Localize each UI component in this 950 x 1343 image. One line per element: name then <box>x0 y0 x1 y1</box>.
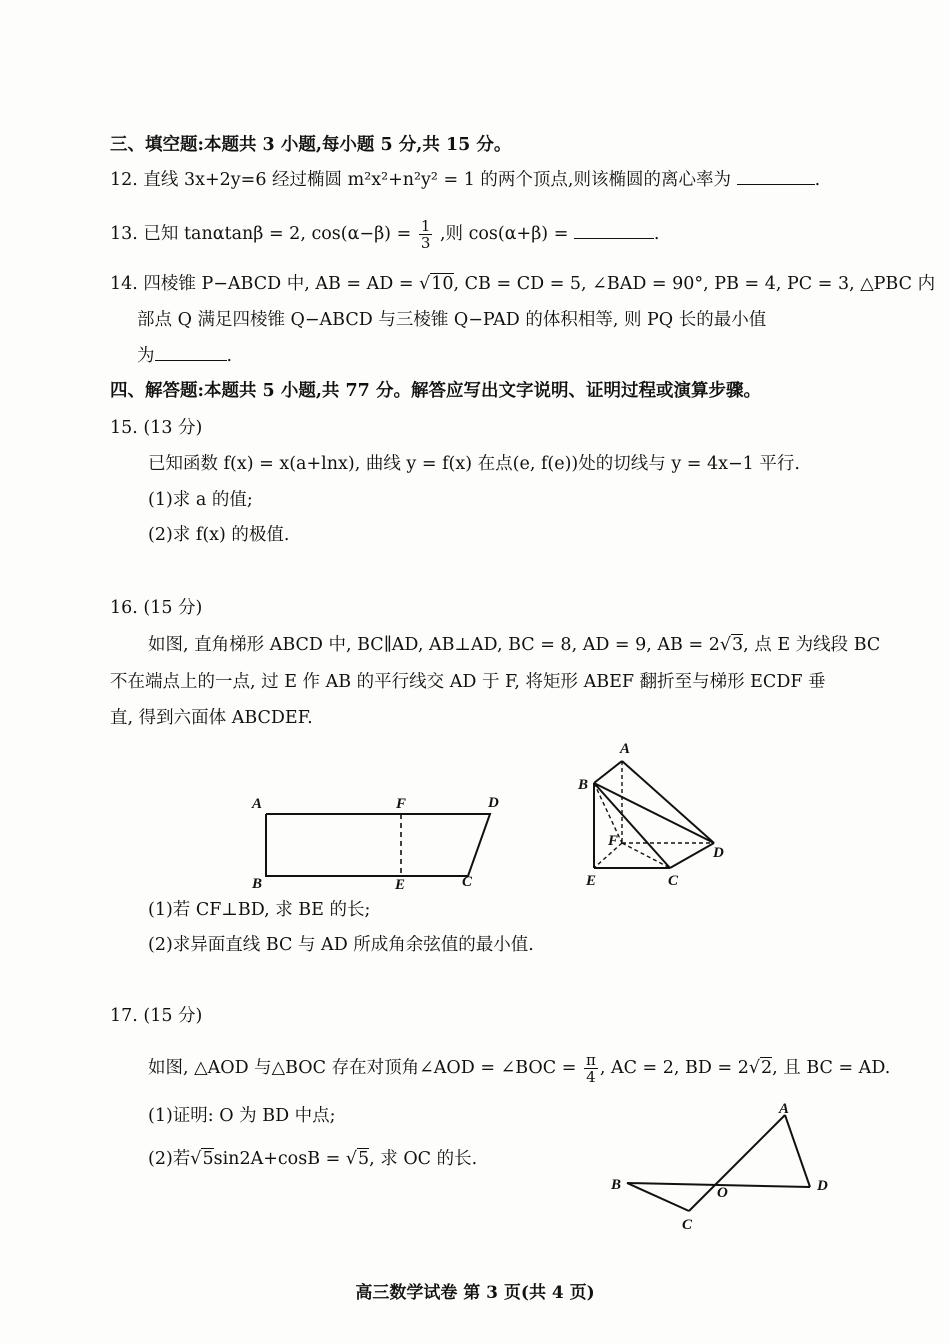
q13-text-b: ,则 cos(α+β) = <box>439 224 574 244</box>
fig3-label-o: O <box>717 1185 728 1201</box>
q15-header: 15. (13 分) <box>110 418 203 438</box>
q15-stem: 已知函数 f(x) = x(a+lnx), 曲线 y = f(x) 在点(e, f(e))处的切线与 y = 4x−1 平行. <box>148 454 800 474</box>
q15-part1: (1)求 a 的值; <box>148 490 253 510</box>
q12-end: . <box>814 170 821 190</box>
q15-part2: (2)求 f(x) 的极值. <box>148 525 290 545</box>
q16-stem-line3: 直, 得到六面体 ABCDEF. <box>110 708 313 728</box>
q17-stem: 如图, △AOD 与△BOC 存在对顶角∠AOD = ∠BOC = $\frac{\pi}{4}$ , AC = 2, BD = 2√2, 且 BC = AD. <box>148 1051 891 1086</box>
fig3-label-d: D <box>817 1178 828 1194</box>
q13-fraction: $\frac{1}{3}$ <box>420 217 431 252</box>
q16-stem-line2: 不在端点上的一点, 过 E 作 AB 的平行线交 AD 于 F, 将矩形 ABEF 翻折至与梯形 ECDF 垂 <box>110 672 826 692</box>
q13-number: 13. <box>110 224 138 244</box>
q12-number: 12. <box>110 170 138 190</box>
question-13 <box>110 218 660 251</box>
q14-end: . <box>226 346 233 366</box>
q16-stem-line1: 如图, 直角梯形 ABCD 中, BC∥AD, AB⊥AD, BC = 8, AD = 9, AB = 2√3, 点 E 为线段 BC <box>148 635 881 655</box>
fig1-label-c: C <box>462 874 473 890</box>
fig3-label-a: A <box>779 1101 790 1117</box>
question-14-line1: 14. 四棱锥 P−ABCD 中, AB = AD = √10, CB = CD = 5, ∠BAD = 90°, PB = 4, PC = 3, △PBC 内 <box>110 274 936 294</box>
fig2-label-f: F <box>608 833 619 849</box>
q16-figure-trapezoid <box>240 790 510 900</box>
fig2-label-c: C <box>668 873 679 889</box>
q16-header: 16. (15 分) <box>110 598 203 618</box>
fig1-label-e: E <box>395 877 406 893</box>
question-12 <box>110 168 820 192</box>
q12-text: 直线 3x+2y=6 经过椭圆 m²x²+n²y² = 1 的两个顶点,则该椭圆的离心率为 <box>143 170 731 190</box>
question-14-line3 <box>137 344 232 368</box>
question-14-line2: 部点 Q 满足四棱锥 Q−ABCD 与三棱锥 Q−PAD 的体积相等, 则 PQ 长的最小值 <box>137 310 767 330</box>
q17-fraction: $\frac{\pi}{4}$ <box>585 1051 596 1086</box>
fig2-label-b: B <box>578 777 589 793</box>
q17-figure-triangles <box>605 1095 845 1240</box>
q13-text-a: 已知 tanαtanβ = 2, cos(α−β) = <box>143 224 417 244</box>
q16-part2: (2)求异面直线 BC 与 AD 所成角余弦值的最小值. <box>148 935 534 955</box>
section3-heading: 三、填空题:本题共 3 小题,每小题 5 分,共 15 分。 <box>110 135 512 155</box>
fig1-label-b: B <box>252 876 263 892</box>
fig1-label-d: D <box>488 795 499 811</box>
q17-header: 17. (15 分) <box>110 1006 203 1026</box>
fig2-label-a: A <box>620 741 631 757</box>
q14-line3-text: 为 <box>137 346 155 366</box>
q14-answer-blank[interactable] <box>155 344 227 361</box>
q16-figure-hexahedron <box>570 735 740 895</box>
q17-part2: (2)若√5sin2A+cosB = √5, 求 OC 的长. <box>148 1149 478 1169</box>
fig3-label-c: C <box>682 1217 693 1233</box>
q14-number: 14. <box>110 274 138 294</box>
q14-text-a: 四棱锥 P−ABCD 中, AB = AD = <box>143 274 420 294</box>
q12-answer-blank[interactable] <box>737 168 815 185</box>
q13-answer-blank[interactable] <box>574 222 654 239</box>
q14-sqrt: 10 <box>431 274 454 294</box>
section4-heading: 四、解答题:本题共 5 小题,共 77 分。解答应写出文字说明、证明过程或演算步骤。 <box>110 381 761 401</box>
fig3-label-b: B <box>611 1177 622 1193</box>
q16-part1: (1)若 CF⊥BD, 求 BE 的长; <box>148 900 371 920</box>
fig1-label-f: F <box>396 796 407 812</box>
fig1-label-a: A <box>252 796 263 812</box>
page-footer: 高三数学试卷 第 3 页(共 4 页) <box>355 1283 595 1303</box>
fig2-label-d: D <box>713 845 724 861</box>
fig2-label-e: E <box>586 873 597 889</box>
q14-text-b: , CB = CD = 5, ∠BAD = 90°, PB = 4, PC = 3, △PBC 内 <box>453 274 936 294</box>
q17-part1: (1)证明: O 为 BD 中点; <box>148 1106 336 1126</box>
q13-end: . <box>653 224 660 244</box>
